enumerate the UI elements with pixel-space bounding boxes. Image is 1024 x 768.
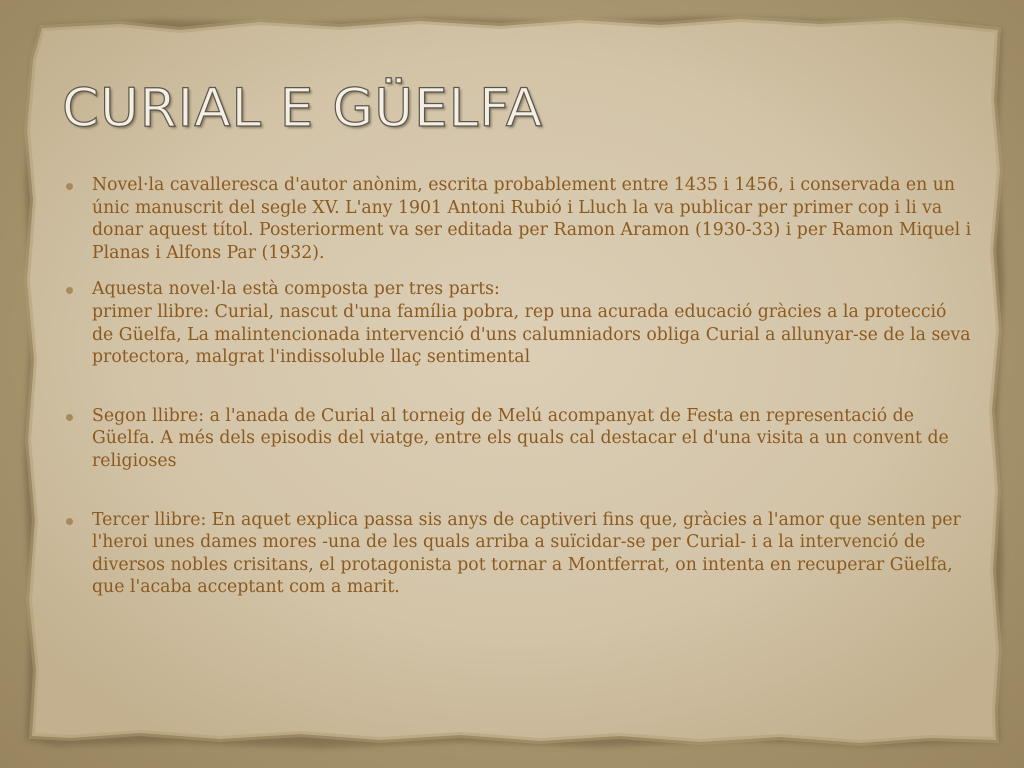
bullet-text: Segon llibre: a l'anada de Curial al torneig de Melú acompanyat de Festa en representació de Güelfa. A més dels episodis del viatge, entre els quals cal destacar el d'una visita a un convent de religioses [92, 405, 949, 471]
bullet-text: Aquesta novel·la està composta per tres parts: primer llibre: Curial, nascut d'una família pobra, rep una acurada educació gràcies a la protecció de Güelfa, La malintencionada intervenció d'uns calumniadors obliga Curial a allunyar-se de la seva protectora, malgrat l'indissoluble llaç sentimental [92, 279, 971, 368]
bullet-text: Tercer llibre: En aquet explica passa sis anys de captiveri fins que, gràcies a l'amor que senten per l'heroi unes dames mores -una de les quals arriba a suïcidar-se per Curial- i a la intervenció de diversos nobles crisitans, el protagonista pot tornar a Montferrat, on intenta en recuperar Güelfa, que l'acaba acceptant com a marit. [92, 509, 961, 598]
bullet-list [92, 174, 972, 599]
list-item [92, 509, 972, 599]
list-item [92, 278, 972, 368]
list-item [92, 405, 972, 473]
list-item [92, 174, 972, 264]
slide-title: CURIAL E GÜELFA [62, 78, 543, 139]
bullet-text: Novel·la cavalleresca d'autor anònim, escrita probablement entre 1435 i 1456, i conservada en un únic manuscrit del segle XV. L'any 1901 Antoni Rubió i Lluch la va publicar per primer cop i li va donar aquest títol. Posteriorment va ser editada per Ramon Aramon (1930-33) i per Ramon Miquel i Planas i Alfons Par (1932). [92, 175, 972, 263]
bullet-icon [66, 183, 73, 190]
bullet-icon [66, 518, 73, 525]
bullet-icon [66, 414, 73, 421]
